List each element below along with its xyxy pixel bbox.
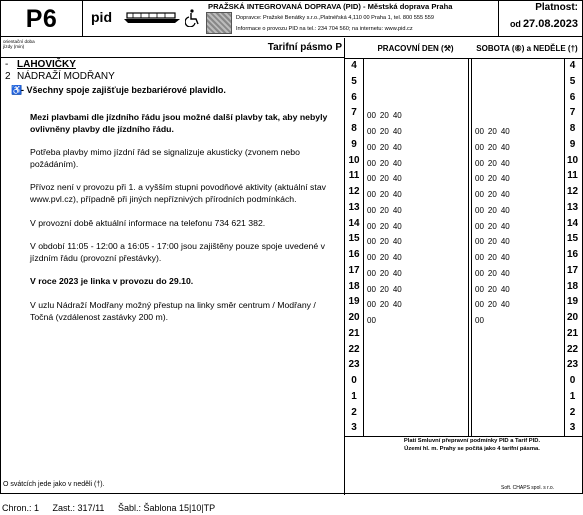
- hour-label: 22: [348, 343, 360, 355]
- departure-minute: 40: [500, 268, 510, 278]
- hour-label: 8: [351, 123, 357, 134]
- stop-row: [1, 71, 344, 83]
- departure-minute: 00: [475, 174, 484, 184]
- note-paragraph: V období 11:05 - 12:00 a 16:05 - 17:00 jsou zajištěny pouze spoje uvedené v jízdním řádu (provozní přestávky).: [30, 241, 325, 263]
- hour-label: 12: [348, 186, 360, 197]
- departure-minute: 20: [487, 174, 497, 184]
- tariff-note: [363, 437, 581, 453]
- departure-minute: 20: [487, 237, 497, 247]
- hour-label: 10: [566, 154, 579, 166]
- hour-label: 23: [348, 359, 360, 371]
- departure-minute: 20: [379, 142, 389, 152]
- accessibility-note: [11, 85, 226, 96]
- info-contact: Informace o provozu PID na tel.: 234 704 560; na internetu: www.pid.cz: [236, 26, 413, 32]
- hour-label: 9: [351, 138, 357, 150]
- hour-label: 15: [348, 233, 360, 245]
- departure-minute: 20: [379, 127, 389, 136]
- hour-label: 2: [351, 406, 357, 418]
- departure-minute: 00: [367, 268, 376, 278]
- departure-minute: 00: [475, 127, 484, 136]
- hour-label: 5: [569, 75, 576, 87]
- departure-minute: 00: [367, 174, 376, 184]
- departure-minute: 20: [487, 268, 497, 278]
- accessibility-text: - Všechny spoje zajišťuje bezbariérové plavidlo.: [21, 85, 226, 95]
- departure-minute: 00: [367, 158, 376, 168]
- hour-label: 15: [566, 233, 579, 245]
- stop-id-label: Zast.: 317/11: [52, 503, 105, 513]
- hour-label: 11: [348, 170, 360, 182]
- hour-label: 0: [351, 375, 357, 386]
- hour-label: 10: [348, 154, 360, 166]
- departure-minute: 00: [475, 300, 484, 310]
- departure-minute: 20: [379, 300, 389, 310]
- departure-minute: 00: [475, 237, 484, 247]
- weekday-header: PRACOVNÍ DEN (⚒): [377, 43, 454, 53]
- departure-minute: 20: [379, 158, 389, 168]
- departure-minute: 40: [392, 174, 402, 184]
- departure-minute: 40: [500, 205, 510, 215]
- column-divider: [471, 58, 472, 436]
- departure-minute: 00: [367, 111, 376, 121]
- hour-label: 3: [351, 422, 357, 434]
- hour-label: 0: [569, 375, 576, 386]
- hour-label: 20: [566, 312, 579, 323]
- hour-label: 18: [566, 280, 579, 292]
- hour-label: 4: [351, 60, 357, 71]
- departure-minute: 40: [500, 190, 510, 199]
- departure-minute: 20: [379, 284, 389, 294]
- departure-minute: 20: [379, 237, 389, 247]
- departure-minute: 20: [379, 205, 389, 215]
- departure-minute: 00: [367, 300, 376, 310]
- departure-minute: 40: [500, 237, 510, 247]
- hour-label: 14: [566, 217, 579, 229]
- hour-label: 6: [569, 91, 576, 103]
- departure-minute: 20: [487, 300, 497, 310]
- departure-minute: 40: [500, 284, 510, 294]
- departure-minute: 40: [500, 174, 510, 184]
- departure-minute: 40: [392, 284, 402, 294]
- note-paragraph: V provozní době aktuální informace na telefonu 734 621 382.: [30, 217, 266, 228]
- hour-label: 6: [351, 91, 357, 103]
- hour-label: 23: [566, 359, 579, 371]
- departure-minute: 00: [367, 221, 376, 231]
- departure-minute: 40: [392, 142, 402, 152]
- departure-minute: 20: [379, 268, 389, 278]
- hour-label: 5: [351, 75, 357, 87]
- departure-minute: 20: [487, 142, 497, 152]
- hour-label: 13: [566, 201, 579, 213]
- departure-minute: 00: [475, 142, 484, 152]
- hour-label: 12: [566, 186, 579, 197]
- hour-label: 19: [566, 296, 579, 308]
- departure-minute: 00: [475, 221, 484, 231]
- wheelchair-icon: ♿: [11, 85, 23, 95]
- departure-minute: 40: [500, 142, 510, 152]
- departure-minute: 20: [379, 174, 389, 184]
- departure-minute: 40: [392, 268, 402, 278]
- departure-minute: 00: [367, 142, 376, 152]
- hour-label: 20: [348, 312, 360, 323]
- hour-label: 19: [348, 296, 360, 308]
- stop-name: LAHOVIČKY: [17, 59, 76, 70]
- column-divider: [363, 58, 364, 436]
- validity-label: Platnost:: [535, 2, 578, 13]
- note-paragraph: Potřeba plavby mimo jízdní řád se signalizuje akusticky (zvonem nebo požádáním).: [30, 147, 300, 169]
- hour-label: 2: [569, 406, 576, 418]
- departure-minute: 20: [379, 221, 389, 231]
- line-number-box: [1, 1, 83, 37]
- tariff-zone-label: Tarifní pásmo P: [267, 42, 342, 53]
- departure-minute: 00: [475, 190, 484, 199]
- tariff-note-line: Území hl. m. Prahy se počítá jako 4 tarifní pásma.: [404, 446, 540, 452]
- hour-label: 18: [348, 280, 360, 292]
- city-crest-icon: [206, 12, 232, 34]
- departure-minute: 20: [487, 190, 497, 199]
- weekend-header: SOBOTA (⑥) a NEDĚLE (†): [476, 43, 578, 53]
- departure-minute: 00: [475, 205, 484, 215]
- travel-time-note: [3, 39, 35, 49]
- carrier-info: Dopravce: Pražské Benátky s.r.o.,Platnéřská 4,110 00 Praha 1, tel. 800 555 559: [236, 15, 434, 21]
- departure-minute: 00: [367, 127, 376, 136]
- org-title: PRAŽSKÁ INTEGROVANÁ DOPRAVA (PID) - Městská doprava Praha: [208, 2, 453, 11]
- departure-minute: 20: [487, 221, 497, 231]
- weekend-departures: [475, 310, 488, 332]
- hour-label: 11: [567, 170, 578, 182]
- departure-minute: 00: [475, 158, 484, 168]
- stop-name: NÁDRAŽÍ MODŘANY: [17, 71, 115, 82]
- holiday-note: O svátcích jede jako v neděli (†).: [3, 481, 105, 488]
- hour-label: 17: [348, 264, 360, 276]
- validity-prefix: od: [509, 19, 521, 29]
- hour-label: 8: [569, 123, 576, 134]
- departure-minute: 40: [392, 221, 402, 231]
- hour-label: 14: [348, 217, 360, 229]
- chron-label: Chron.: 1: [2, 503, 40, 513]
- departure-minute: 20: [379, 253, 389, 262]
- departure-minute: 00: [367, 205, 376, 215]
- departure-minute: 40: [392, 205, 402, 215]
- departure-minute: 20: [487, 127, 497, 136]
- travel-time-note-line: orientační doba: [3, 39, 35, 44]
- hour-label: 21: [566, 327, 579, 339]
- column-divider: [468, 58, 469, 436]
- departure-minute: 20: [379, 190, 389, 199]
- hour-label: 22: [566, 343, 579, 355]
- stop-time: 2: [5, 71, 11, 82]
- hour-label: 4: [569, 60, 576, 71]
- departure-minute: 20: [487, 253, 497, 262]
- hour-label: 3: [569, 422, 576, 434]
- header: [1, 1, 582, 37]
- pid-logo: pid: [91, 9, 112, 25]
- travel-time-note-line: jízdy (min): [3, 44, 25, 49]
- departure-minute: 00: [475, 253, 484, 262]
- validity-value: [510, 18, 578, 30]
- departure-minute: 40: [500, 158, 510, 168]
- hour-label: 16: [348, 249, 360, 260]
- notes: [30, 112, 340, 335]
- departure-minute: 00: [475, 316, 484, 325]
- departure-minute: 40: [392, 237, 402, 247]
- note-paragraph: V roce 2023 je linka v provozu do 29.10.: [30, 276, 194, 287]
- departure-minute: 40: [500, 253, 510, 262]
- departure-minute: 20: [487, 158, 497, 168]
- hour-label: 13: [348, 201, 360, 213]
- departure-minute: 00: [367, 253, 376, 262]
- departure-minute: 40: [500, 221, 510, 231]
- software-credit: Soft. CHAPS spol. s r.o.: [501, 485, 555, 491]
- departure-minute: 40: [392, 111, 402, 121]
- hour-label: 1: [569, 390, 576, 402]
- line-number: P6: [25, 4, 58, 33]
- departure-minute: 40: [392, 158, 402, 168]
- validity-box: [498, 1, 582, 37]
- departure-minute: 00: [367, 237, 376, 247]
- hour-label: 16: [566, 249, 579, 260]
- departure-minute: 00: [475, 268, 484, 278]
- note-paragraph: Přívoz není v provozu při 1. a vyšším stupni povodňové aktivity (aktuální stav www.pvl.cz), případně při jiných nepříznivých přírodních podmínkách.: [30, 182, 326, 204]
- departure-minute: 40: [500, 300, 510, 310]
- hour-label: 1: [351, 390, 357, 402]
- departure-minute: 40: [392, 127, 402, 136]
- stop-time: -: [5, 59, 9, 70]
- boat-icon: [123, 10, 181, 24]
- stop-row: [1, 59, 344, 71]
- departure-minute: 20: [487, 284, 497, 294]
- hour-label: 21: [348, 327, 360, 339]
- stop-list: [1, 59, 344, 95]
- grid-line: [344, 58, 582, 59]
- departure-minute: 00: [367, 284, 376, 294]
- validity-date: 27.08.2023: [522, 18, 578, 30]
- departure-minute: 00: [367, 316, 376, 325]
- weekday-departures: [367, 310, 380, 332]
- hour-label: 7: [351, 107, 357, 119]
- template-label: Šabl.: Šablona 15|10|TP: [117, 503, 216, 513]
- departure-minute: 40: [392, 253, 402, 262]
- status-bar: [2, 503, 226, 513]
- departure-minute: 40: [392, 190, 402, 199]
- stop-list-header: [1, 38, 344, 58]
- departure-minute: 20: [487, 205, 497, 215]
- departure-minute: 00: [475, 284, 484, 294]
- note-paragraph: Mezi plavbami dle jízdního řádu jsou možné další plavby tak, aby nebyly ovlivněny plavby dle jízdního řádu.: [30, 112, 328, 134]
- departure-minute: 00: [367, 190, 376, 199]
- departure-minute: 40: [500, 127, 510, 136]
- departure-minute: 20: [379, 111, 389, 121]
- note-paragraph: V uzlu Nádraží Modřany možný přestup na linky směr centrum / Modřany / Točná (vzdálenost zastávky 200 m).: [30, 299, 316, 322]
- departure-minute: 40: [392, 300, 402, 310]
- tariff-note-line: Platí Smluvní přepravní podmínky PID a Tarif PID.: [403, 438, 541, 444]
- hour-label: 9: [569, 138, 576, 150]
- hour-label: 17: [566, 264, 579, 276]
- wheelchair-icon: [185, 9, 201, 27]
- hour-label: 7: [569, 107, 576, 119]
